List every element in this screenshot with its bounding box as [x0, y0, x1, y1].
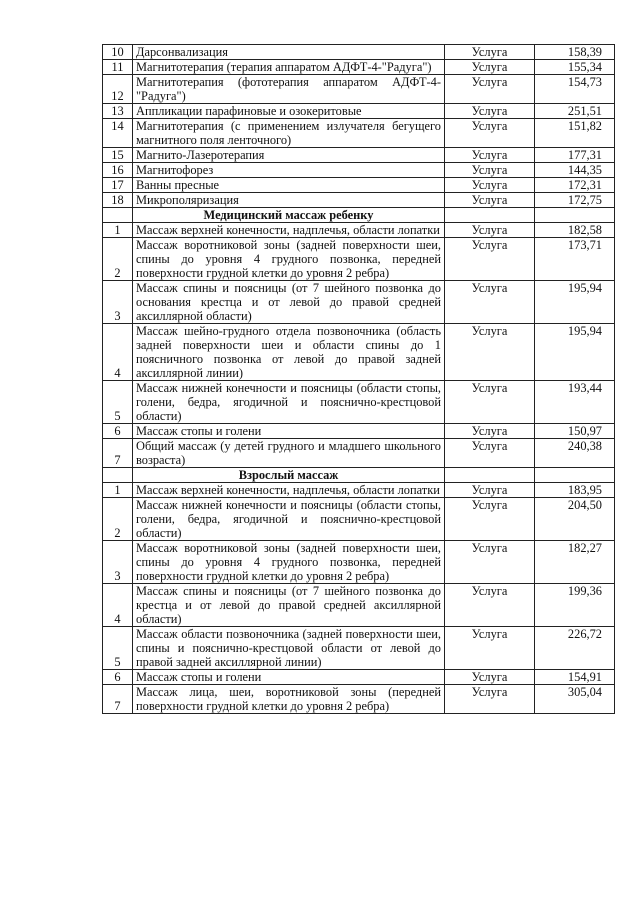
table-row [103, 281, 615, 324]
table-row [103, 148, 615, 163]
table-row [103, 483, 615, 498]
service-price: 182,58 [535, 223, 615, 238]
section-header-row [103, 208, 615, 223]
service-price: 144,35 [535, 163, 615, 178]
row-number: 7 [103, 685, 133, 714]
unit-of-measure: Услуга [445, 439, 535, 468]
row-number: 5 [103, 381, 133, 424]
services-table-body [103, 45, 615, 714]
service-price: 154,73 [535, 75, 615, 104]
table-row [103, 60, 615, 75]
unit-of-measure: Услуга [445, 119, 535, 148]
service-name: Массаж верхней конечности, надплечья, области лопатки [133, 483, 445, 498]
table-row [103, 439, 615, 468]
service-price: 183,95 [535, 483, 615, 498]
table-row [103, 163, 615, 178]
table-row [103, 119, 615, 148]
row-number: 5 [103, 627, 133, 670]
service-name: Массаж стопы и голени [133, 670, 445, 685]
row-number: 13 [103, 104, 133, 119]
unit-of-measure: Услуга [445, 45, 535, 60]
row-number: 6 [103, 670, 133, 685]
empty-cell [535, 208, 615, 223]
unit-of-measure: Услуга [445, 281, 535, 324]
service-price: 172,75 [535, 193, 615, 208]
row-number: 7 [103, 439, 133, 468]
table-row [103, 627, 615, 670]
service-price: 195,94 [535, 324, 615, 381]
row-number: 4 [103, 584, 133, 627]
table-row [103, 498, 615, 541]
service-name: Магнитотерапия (с применением излучателя бегущего магнитного поля ленточного) [133, 119, 445, 148]
row-number: 14 [103, 119, 133, 148]
unit-of-measure: Услуга [445, 148, 535, 163]
unit-of-measure: Услуга [445, 193, 535, 208]
row-number: 18 [103, 193, 133, 208]
service-price: 182,27 [535, 541, 615, 584]
row-number: 3 [103, 281, 133, 324]
unit-of-measure: Услуга [445, 483, 535, 498]
row-number: 1 [103, 483, 133, 498]
row-number: 12 [103, 75, 133, 104]
service-name: Магнитотерапия (фототерапия аппаратом АДФТ-4-"Радуга") [133, 75, 445, 104]
unit-of-measure: Услуга [445, 178, 535, 193]
service-price: 151,82 [535, 119, 615, 148]
unit-of-measure: Услуга [445, 223, 535, 238]
table-row [103, 424, 615, 439]
unit-of-measure: Услуга [445, 238, 535, 281]
row-number: 2 [103, 238, 133, 281]
row-number: 6 [103, 424, 133, 439]
service-name: Дарсонвализация [133, 45, 445, 60]
row-number: 17 [103, 178, 133, 193]
unit-of-measure: Услуга [445, 584, 535, 627]
service-name: Массаж лица, шеи, воротниковой зоны (передней поверхности грудной клетки до уровня 2 ребра) [133, 685, 445, 714]
service-name: Магнитотерапия (терапия аппаратом АДФТ-4-"Радуга") [133, 60, 445, 75]
empty-cell [535, 468, 615, 483]
service-price: 226,72 [535, 627, 615, 670]
unit-of-measure: Услуга [445, 324, 535, 381]
unit-of-measure: Услуга [445, 60, 535, 75]
service-name: Массаж верхней конечности, надплечья, области лопатки [133, 223, 445, 238]
service-price: 193,44 [535, 381, 615, 424]
service-price: 251,51 [535, 104, 615, 119]
table-row [103, 670, 615, 685]
unit-of-measure: Услуга [445, 75, 535, 104]
price-list-page [102, 44, 614, 714]
table-row [103, 584, 615, 627]
service-price: 154,91 [535, 670, 615, 685]
services-price-table [102, 44, 615, 714]
unit-of-measure: Услуга [445, 104, 535, 119]
service-price: 240,38 [535, 439, 615, 468]
unit-of-measure: Услуга [445, 163, 535, 178]
table-row [103, 381, 615, 424]
section-title: Медицинский массаж ребенку [133, 208, 445, 223]
empty-cell [445, 468, 535, 483]
service-name: Микрополяризация [133, 193, 445, 208]
service-price: 158,39 [535, 45, 615, 60]
table-row [103, 45, 615, 60]
table-row [103, 685, 615, 714]
service-price: 195,94 [535, 281, 615, 324]
table-row [103, 223, 615, 238]
empty-cell [103, 468, 133, 483]
service-name: Массаж воротниковой зоны (задней поверхности шеи, спины до уровня 4 грудного позвонка, передней поверхности грудной клетки до уровня 2 ребра) [133, 238, 445, 281]
empty-cell [445, 208, 535, 223]
service-price: 177,31 [535, 148, 615, 163]
service-name: Ванны пресные [133, 178, 445, 193]
service-name: Массаж стопы и голени [133, 424, 445, 439]
section-header-row [103, 468, 615, 483]
row-number: 4 [103, 324, 133, 381]
unit-of-measure: Услуга [445, 541, 535, 584]
unit-of-measure: Услуга [445, 498, 535, 541]
service-name: Массаж нижней конечности и поясницы (области стопы, голени, бедра, ягодичной и пояснично-крестцовой области) [133, 381, 445, 424]
section-title: Взрослый массаж [133, 468, 445, 483]
service-name: Аппликации парафиновые и озокеритовые [133, 104, 445, 119]
service-name: Массаж воротниковой зоны (задней поверхности шеи, спины до уровня 4 грудного позвонка, передней поверхности грудной клетки до уровня 2 ребра) [133, 541, 445, 584]
row-number: 1 [103, 223, 133, 238]
service-price: 199,36 [535, 584, 615, 627]
service-price: 155,34 [535, 60, 615, 75]
table-row [103, 75, 615, 104]
service-price: 305,04 [535, 685, 615, 714]
service-price: 150,97 [535, 424, 615, 439]
row-number: 15 [103, 148, 133, 163]
unit-of-measure: Услуга [445, 381, 535, 424]
table-row [103, 193, 615, 208]
service-name: Массаж шейно-грудного отдела позвоночника (область задней поверхности шеи и области спины до 1 поясничного позвонка от левой до правой задней аксиллярной линии) [133, 324, 445, 381]
service-name: Массаж области позвоночника (задней поверхности шеи, спины и пояснично-крестцовой области от левой до правой задней аксиллярной линии) [133, 627, 445, 670]
service-name: Магнитофорез [133, 163, 445, 178]
unit-of-measure: Услуга [445, 627, 535, 670]
service-name: Общий массаж (у детей грудного и младшего школьного возраста) [133, 439, 445, 468]
table-row [103, 104, 615, 119]
unit-of-measure: Услуга [445, 424, 535, 439]
row-number: 16 [103, 163, 133, 178]
row-number: 2 [103, 498, 133, 541]
service-name: Массаж спины и поясницы (от 7 шейного позвонка до крестца и от левой до правой средней аксиллярной области) [133, 584, 445, 627]
table-row [103, 541, 615, 584]
service-name: Массаж нижней конечности и поясницы (области стопы, голени, бедра, ягодичной и пояснично-крестцовой области) [133, 498, 445, 541]
table-row [103, 324, 615, 381]
service-price: 172,31 [535, 178, 615, 193]
service-price: 204,50 [535, 498, 615, 541]
table-row [103, 178, 615, 193]
unit-of-measure: Услуга [445, 670, 535, 685]
service-name: Массаж спины и поясницы (от 7 шейного позвонка до основания крестца и от левой до правой средней аксиллярной области) [133, 281, 445, 324]
empty-cell [103, 208, 133, 223]
service-price: 173,71 [535, 238, 615, 281]
row-number: 10 [103, 45, 133, 60]
table-row [103, 238, 615, 281]
row-number: 11 [103, 60, 133, 75]
service-name: Магнито-Лазеротерапия [133, 148, 445, 163]
row-number: 3 [103, 541, 133, 584]
unit-of-measure: Услуга [445, 685, 535, 714]
